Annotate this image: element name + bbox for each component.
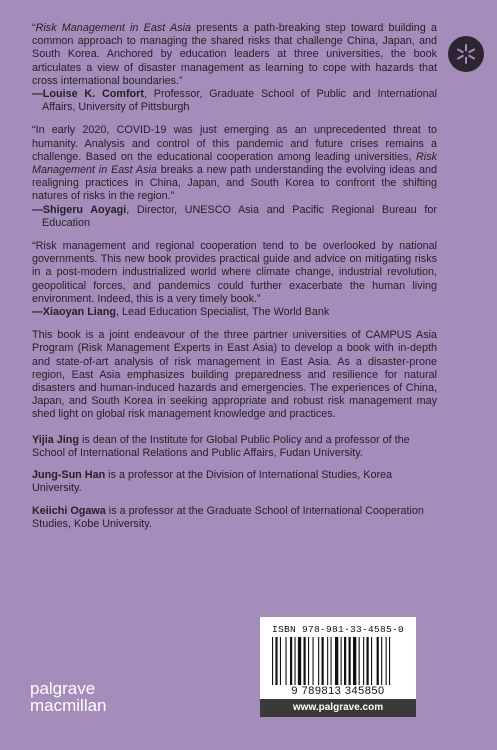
editor-description: is dean of the Institute for Global Public Policy and a professor of the School of International Relations and Public Affairs, Fudan University.: [32, 433, 410, 459]
quote-author: —Louise K. Comfort: [32, 88, 144, 101]
editor-bio: [32, 434, 437, 460]
quote-text: [32, 124, 437, 203]
quote-fragment: presents a path-breaking step toward building a common approach to managing the shared risks that challenge China, Japan, and South Korea. Anchored by education leaders at three universities, the book articulates a view of disaster management as learning to cope with hazards that cross international boundaries.”: [32, 22, 437, 87]
endorsement-quote: [32, 124, 437, 230]
editor-name: Jung-Sun Han: [32, 469, 106, 482]
book-title-italic: Risk Management in East Asia: [35, 22, 192, 34]
springer-nature-logo-icon: [448, 36, 484, 72]
barcode-panel: [260, 617, 416, 717]
editor-bios: [32, 434, 437, 531]
editor-name: Yijia Jing: [32, 433, 79, 446]
isbn-label: ISBN 978-981-33-4585-0: [271, 624, 405, 635]
quote-author: —Xiaoyan Liang: [32, 306, 116, 319]
publisher-name-line2: macmillan: [30, 696, 107, 715]
quote-fragment: “In early 2020, COVID-19 was just emerging as an unprecedented threat to humanity. Analysis and control of this pandemic and future crises remains a challenge. Based on the educational cooperation among leading universities,: [32, 124, 437, 163]
quote-fragment: “: [32, 22, 36, 34]
quote-author: —Shigeru Aoyagi: [32, 203, 127, 216]
book-description: This book is a joint endeavour of the three partner universities of CAMPUS Asia Program (Risk Management Experts in East Asia) to develop a book with in-depth and state-of-art analysis of risk management in East Asia. As a disaster-prone region, East Asia emphasizes building preparedness and resilience for natural disasters and human-induced hazards and emergencies. The experiences of China, Japan, and South Korea in seeking appropriate and robust risk management may shed light on global risk management knowledge and practices.: [32, 329, 437, 421]
publisher-website: www.palgrave.com: [260, 699, 416, 717]
endorsements: [32, 22, 437, 319]
quote-fragment: breaks a new path understanding the evolving ideas and realigning practices in China, Japan, and South Korea to confront the shifting natures of risks in the region.”: [32, 164, 437, 203]
editor-bio: [32, 469, 437, 495]
publisher-name-line1: palgrave: [30, 679, 96, 698]
quote-attribution: [32, 306, 437, 319]
quote-text: [32, 240, 437, 306]
barcode-digits: 9 789813 345850: [291, 685, 385, 697]
book-title-italic: Risk Management in East Asia: [32, 150, 437, 177]
quote-attribution: [32, 88, 437, 114]
quote-affiliation: , Lead Education Specialist, The World Bank: [116, 306, 330, 319]
endorsement-quote: [32, 22, 437, 114]
quote-affiliation: , Director, UNESCO Asia and Pacific Regional Bureau for Education: [42, 203, 437, 229]
editor-description: is a professor at the Division of International Studies, Korea University.: [32, 469, 393, 495]
quote-attribution: [32, 204, 437, 230]
editor-name: Keiichi Ogawa: [32, 504, 106, 517]
editor-description: is a professor at the Graduate School of International Cooperation Studies, Kobe University.: [32, 504, 424, 530]
quote-text: [32, 22, 437, 88]
quote-affiliation: , Professor, Graduate School of Public and International Affairs, University of Pittsburgh: [42, 88, 437, 114]
endorsement-quote: [32, 240, 437, 319]
editor-bio: [32, 505, 437, 531]
barcode-icon: [270, 637, 406, 685]
publisher-logo: [30, 680, 107, 714]
quote-fragment: “Risk management and regional cooperation tend to be overlooked by national governments. This new book provides practical guide and advice on mitigating risks in a post-modern industrialized world where climate change, industrial revolution, geopolitical forces, and pandemics could further exacerbate the human living environment. Indeed, this is a very timely book.”: [32, 240, 437, 305]
asterisk-icon: [455, 43, 477, 65]
back-cover-text: [32, 22, 437, 540]
